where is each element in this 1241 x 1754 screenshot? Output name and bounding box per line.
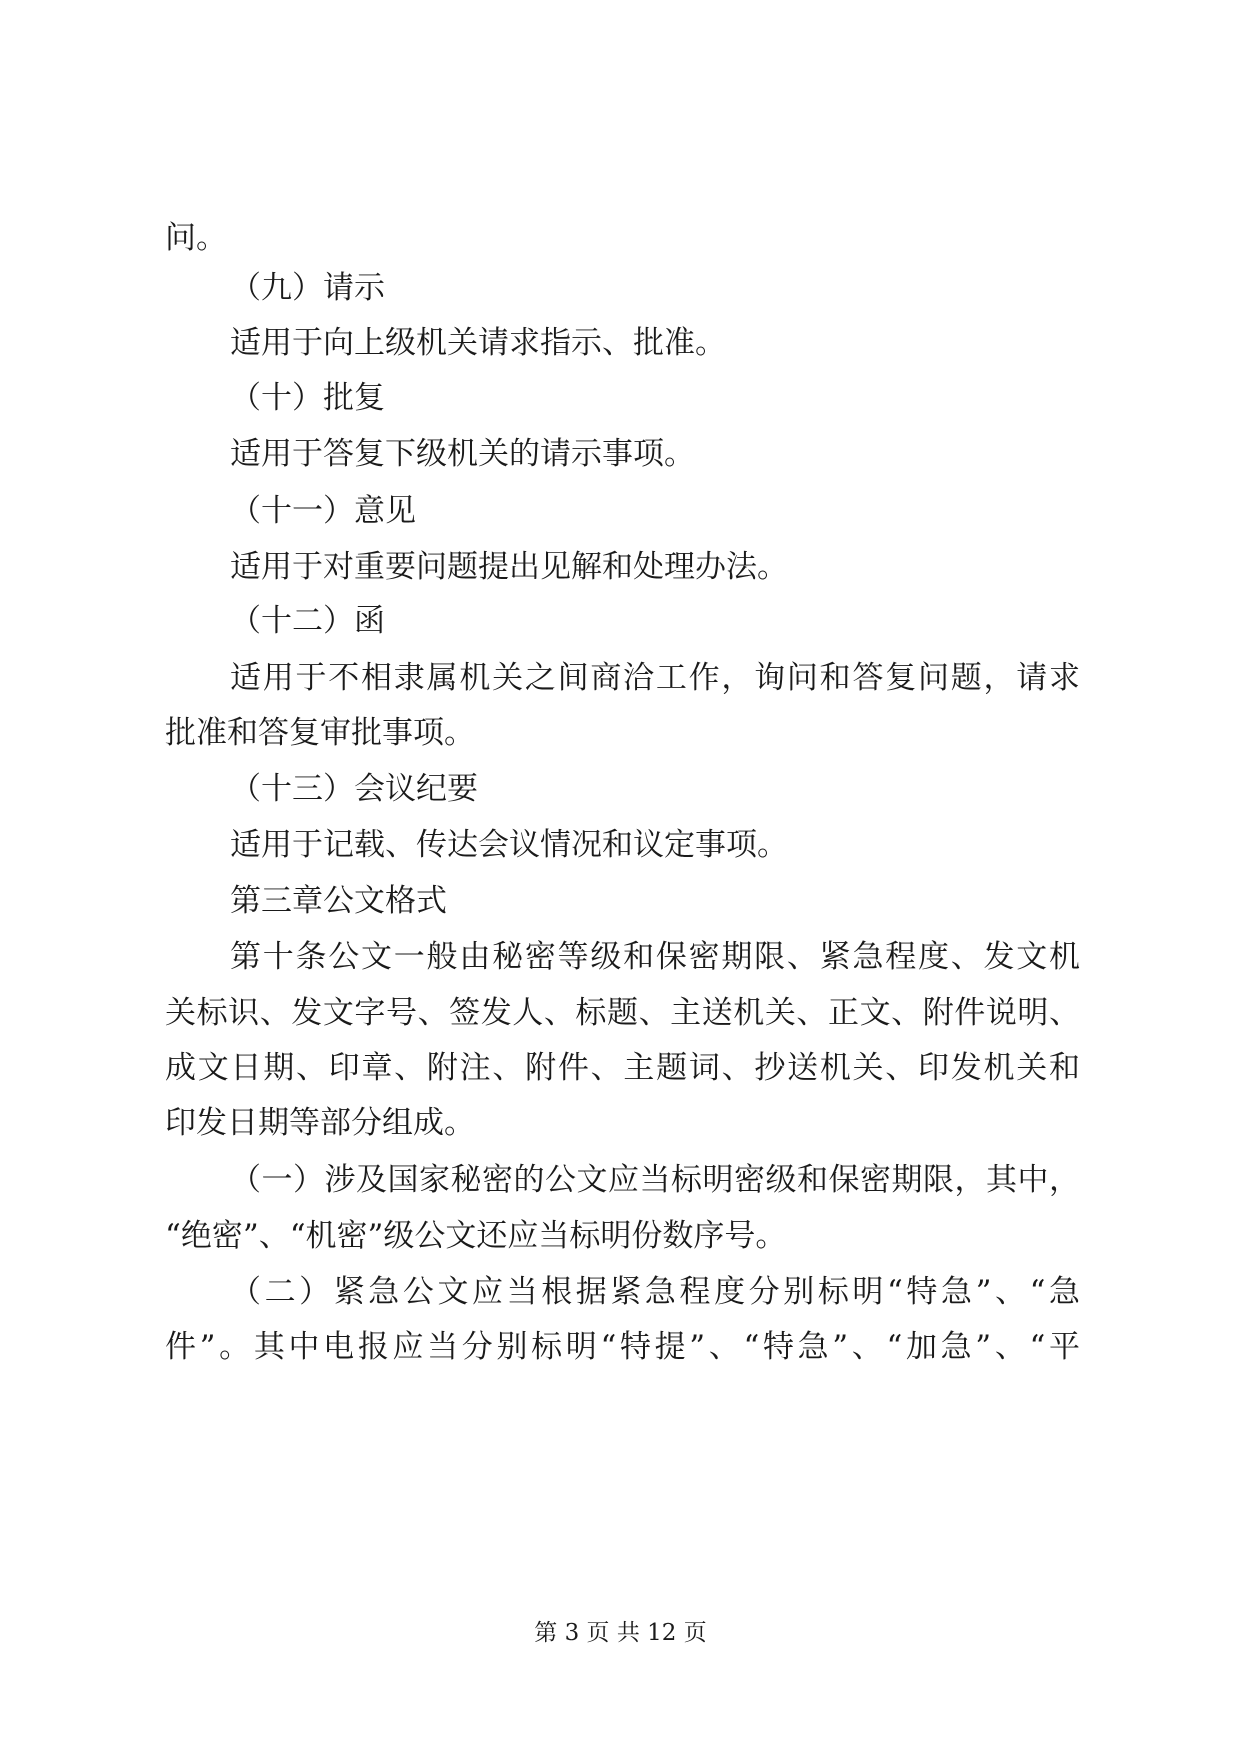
text-line: 件”。其中电报应当分别标明“特提”、“特急”、“加急”、“平 xyxy=(165,1329,1080,1365)
section-heading: （十二）函 xyxy=(230,603,385,639)
chapter-heading: 第三章公文格式 xyxy=(230,883,447,919)
text-line: 适用于答复下级机关的请示事项。 xyxy=(230,436,695,472)
text-line: （二）紧急公文应当根据紧急程度分别标明“特急”、“急 xyxy=(230,1274,1080,1310)
page-number-footer: 第 3 页 共 12 页 xyxy=(534,1620,707,1646)
text-line: 第十条公文一般由秘密等级和保密期限、紧急程度、发文机 xyxy=(230,939,1080,975)
text-line: 问。 xyxy=(165,220,227,256)
text-line: 适用于记载、传达会议情况和议定事项。 xyxy=(230,827,788,863)
section-heading: （十）批复 xyxy=(230,380,385,416)
text-line: 批准和答复审批事项。 xyxy=(165,715,475,751)
text-line: （一）涉及国家秘密的公文应当标明密级和保密期限，其中， xyxy=(230,1162,1080,1198)
text-line: 适用于对重要问题提出见解和处理办法。 xyxy=(230,549,788,585)
section-heading: （十一）意见 xyxy=(230,493,416,529)
text-line: 适用于不相隶属机关之间商洽工作，询问和答复问题，请求 xyxy=(230,660,1080,696)
section-heading: （九）请示 xyxy=(230,270,385,306)
section-heading: （十三）会议纪要 xyxy=(230,771,478,807)
text-line: 适用于向上级机关请求指示、批准。 xyxy=(230,325,726,361)
text-line: 关标识、发文字号、签发人、标题、主送机关、正文、附件说明、 xyxy=(165,995,1080,1031)
text-line: 成文日期、印章、附注、附件、主题词、抄送机关、印发机关和 xyxy=(165,1050,1080,1086)
text-line: “绝密”、“机密”级公文还应当标明份数序号。 xyxy=(165,1218,787,1254)
text-line: 印发日期等部分组成。 xyxy=(165,1105,475,1141)
